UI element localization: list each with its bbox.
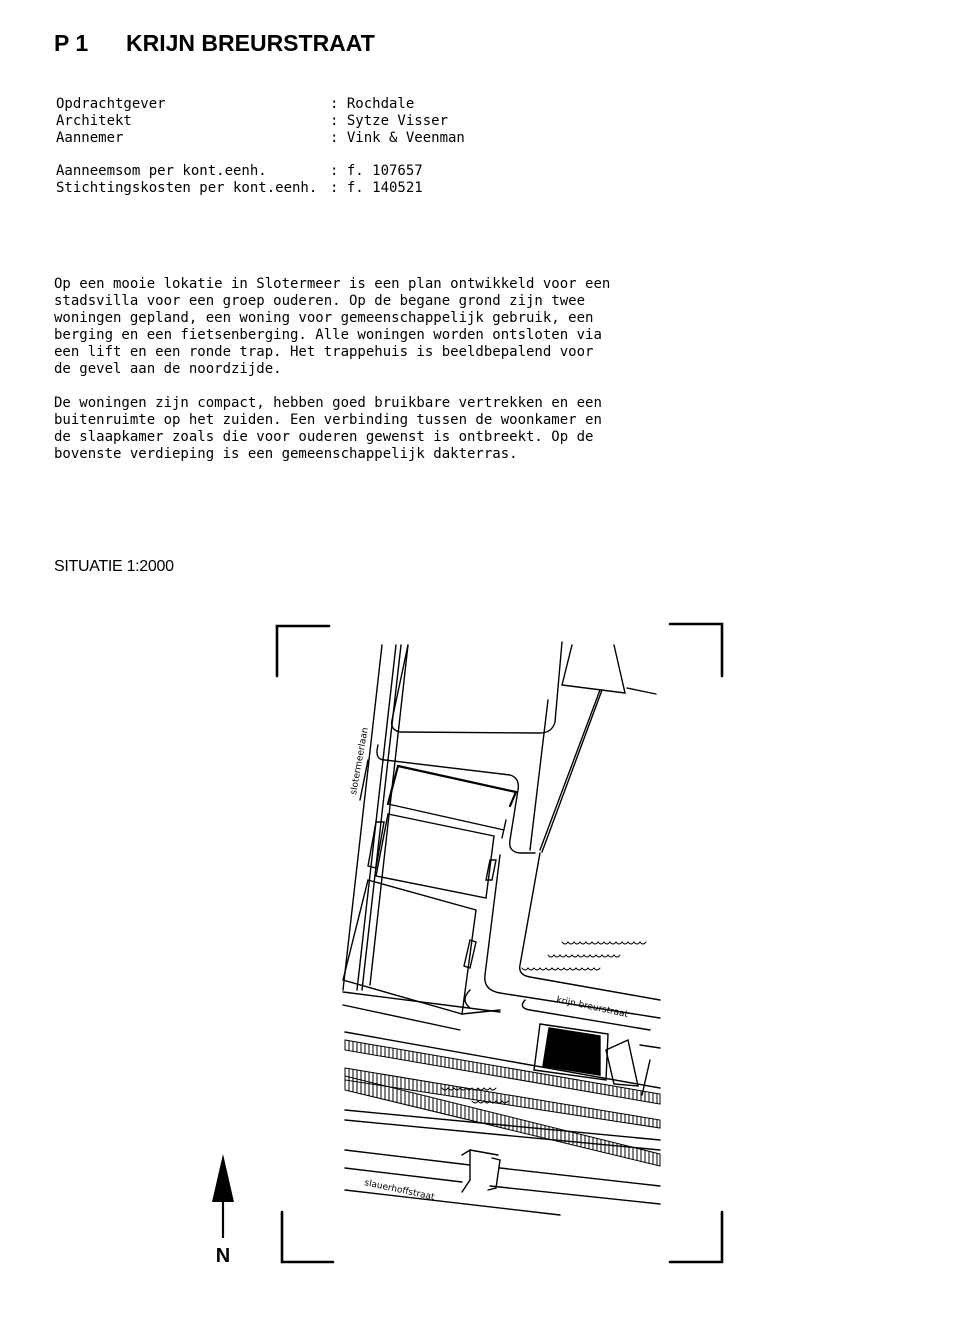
text-line: Op een mooie lokatie in Slotermeer is een plan ontwikkeld voor een — [54, 276, 611, 292]
fact-value: : Rochdale — [330, 96, 415, 112]
block-north — [392, 642, 562, 733]
fact-value: : Sytze Visser — [330, 113, 449, 129]
north-label: N — [215, 1245, 231, 1267]
cost-value: : f. 107657 — [330, 163, 423, 179]
text-line: buitenruimte op het zuiden. Een verbinding tussen de woonkamer en — [54, 412, 602, 428]
project-code: P 1 — [54, 30, 89, 56]
text-line: berging en een fietsenberging. Alle woningen worden ontsloten via — [54, 327, 602, 343]
north-arrow — [208, 1150, 238, 1270]
project-title: KRIJN BREURSTRAAT — [126, 30, 375, 56]
building-strip-north — [388, 766, 516, 806]
cost-label: Stichtingskosten per kont.eenh. — [56, 180, 318, 196]
text-line: bovenste verdieping is een gemeenschappelijk dakterras. — [54, 446, 518, 462]
fact-label: Opdrachtgever — [56, 96, 166, 112]
text-line: een lift en een ronde trap. Het trappehuis is beeldbepalend voor — [54, 344, 594, 360]
cost-value: : f. 140521 — [330, 180, 423, 196]
fact-label: Aannemer — [56, 130, 124, 146]
street-label-slotermeerlaan: slotermeerlaan — [349, 726, 371, 796]
text-line: woningen gepland, een woning voor gemeenschappelijk gebruik, een — [54, 310, 594, 326]
text-line: De woningen zijn compact, hebben goed bruikbare vertrekken en een — [54, 395, 602, 411]
building-middle — [376, 814, 494, 898]
street-label-slauerhoffstraat: slauerhoffstraat — [363, 1178, 436, 1203]
situatie-label: SITUATIE 1:2000 — [54, 558, 174, 575]
north-arrow-icon — [208, 1150, 238, 1270]
street-label-krijn-breurstraat: krijn breurstraat — [555, 995, 629, 1021]
cost-label: Aanneemsom per kont.eenh. — [56, 163, 267, 179]
text-line: de gevel aan de noordzijde. — [54, 361, 282, 377]
fact-label: Architekt — [56, 113, 132, 129]
fact-value: : Vink & Veenman — [330, 130, 465, 146]
text-line: de slaapkamer zoals die voor ouderen gewenst is ontbreekt. Op de — [54, 429, 594, 445]
text-line: stadsvilla voor een groep ouderen. Op de begane grond zijn twee — [54, 293, 586, 309]
project-building — [543, 1028, 600, 1075]
